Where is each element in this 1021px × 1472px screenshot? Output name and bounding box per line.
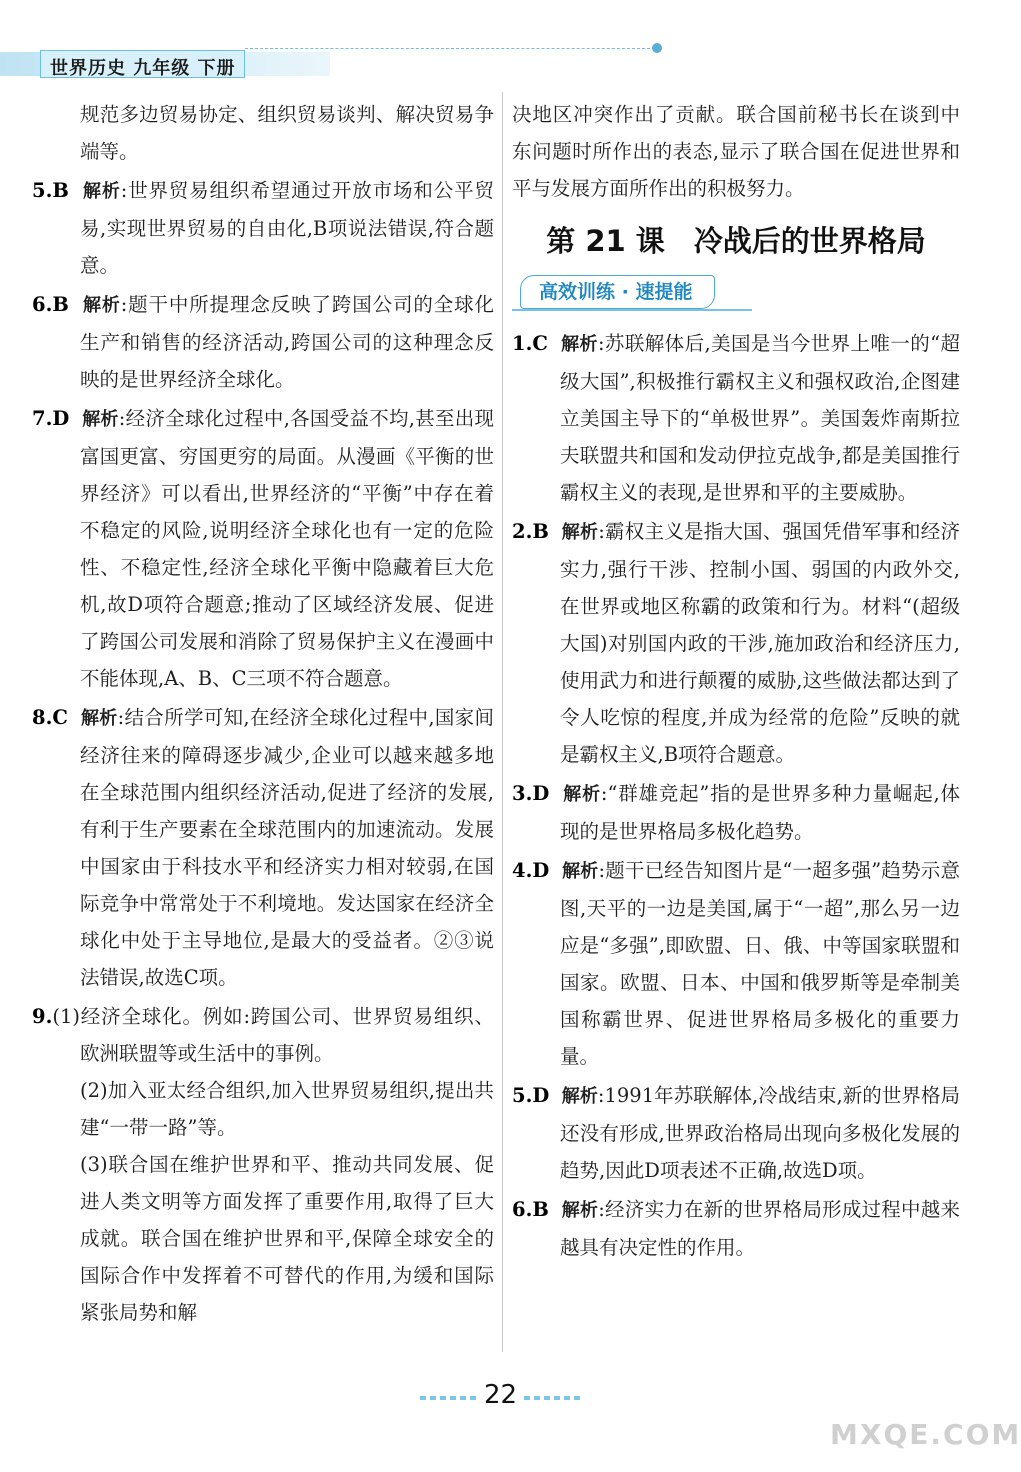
analysis-label: 解析 bbox=[82, 409, 119, 430]
answer-item-3 bbox=[512, 775, 960, 850]
answer-text: :题干中所提理念反映了跨国公司的全球化生产和销售的经济活动,跨国公司的这种理念反映的是世界经济全球化。 bbox=[80, 293, 494, 391]
answer-item-2 bbox=[512, 513, 960, 773]
answer-text: (1)经济全球化。例如:跨国公司、世界贸易组织、欧洲联盟等或生活中的事例。 bbox=[52, 1005, 494, 1065]
answer-text: :经济全球化过程中,各国受益不均,甚至出现富国更富、穷国更穷的局面。从漫画《平衡的世界经济》可以看出,世界经济的“平衡”中存在着不稳定的风险,说明经济全球化也有一定的危险性、不稳定性,经济全球化平衡中隐藏着巨大危机,故D项符合题意;推动了区域经济发展、促进了跨国公司发展和消除了贸易保护主义在漫画中不能体现,A、B、C三项不符合题意。 bbox=[80, 407, 495, 690]
answer-item-5 bbox=[512, 1077, 960, 1189]
answer-text: :霸权主义是指大国、强国凭借军事和经济实力,强行干涉、控制小国、弱国的内政外交,在世界或地区称霸的政策和行为。材料“(超级大国)对别国内政的干涉,施加政治和经济压力,使用武力和进行颠覆的威胁,这些做法都达到了令人吃惊的程度,并成为经常的危险”反映的就是霸权主义,B项符合题意。 bbox=[560, 520, 961, 766]
answer-number: 5.D bbox=[512, 1084, 550, 1107]
answer-item-6 bbox=[32, 286, 494, 398]
section-badge-rule bbox=[512, 309, 752, 311]
footer-decoration-right bbox=[524, 1396, 584, 1400]
answer-number: 2.B bbox=[512, 520, 549, 543]
answer-text: :1991年苏联解体,冷战结束,新的世界格局还没有形成,世界政治格局出现向多极化发展的趋势,因此D项表述不正确,故选D项。 bbox=[560, 1084, 961, 1182]
answer-number: 3.D bbox=[512, 782, 550, 805]
analysis-label: 解析 bbox=[82, 181, 121, 202]
answer-item-9-part-3: (3)联合国在维护世界和平、推动共同发展、促进人类文明等方面发挥了重要作用,取得了巨大成就。联合国在维护世界和平,保障全球安全的国际合作中发挥着不可替代的作用,为缓和国际紧张局势和解 bbox=[80, 1153, 494, 1324]
answer-continuation: 规范多边贸易协定、组织贸易谈判、解决贸易争端等。 bbox=[80, 103, 494, 163]
page-header bbox=[0, 40, 680, 80]
answer-number: 8.C bbox=[32, 706, 68, 729]
analysis-label: 解析 bbox=[563, 784, 601, 805]
answer-item-9-part-1 bbox=[32, 998, 494, 1072]
answer-number: 1.C bbox=[512, 332, 548, 355]
right-column bbox=[512, 96, 960, 1266]
answer-number: 7.D bbox=[32, 407, 70, 430]
header-title: 世界历史 九年级 下册 bbox=[50, 58, 236, 79]
header-dashed-line bbox=[245, 48, 655, 49]
answer-item-6 bbox=[512, 1191, 960, 1266]
column-divider bbox=[502, 92, 503, 1352]
analysis-label: 解析 bbox=[561, 1086, 598, 1107]
answer-text: :题干已经告知图片是“一超多强”趋势示意图,天平的一边是美国,属于“一超”,那么另一边应是“多强”,即欧盟、日、俄、中等国家联盟和国家。欧盟、日本、中国和俄罗斯等是牵制美国称霸世界、促进世界格局多极化的重要力量。 bbox=[560, 859, 960, 1068]
watermark-logo: MXQE.COM bbox=[830, 1418, 1021, 1451]
answer-item-1 bbox=[512, 325, 960, 511]
analysis-label: 解析 bbox=[561, 522, 599, 543]
answer-number: 6.B bbox=[32, 293, 69, 316]
analysis-label: 解析 bbox=[82, 295, 121, 316]
header-dot bbox=[652, 43, 662, 53]
answer-number: 9. bbox=[32, 1005, 53, 1028]
answer-item-4 bbox=[512, 852, 960, 1075]
footer-decoration-left bbox=[420, 1396, 480, 1400]
analysis-label: 解析 bbox=[562, 861, 599, 882]
analysis-label: 解析 bbox=[80, 708, 118, 729]
answer-text: :苏联解体后,美国是当今世界上唯一的“超级大国”,积极推行霸权主义和强权政治,企图建立美国主导下的“单极世界”。美国轰炸南斯拉夫联盟共和国和发动伊拉克战争,都是美国推行霸权主义的表现,是世界和平的主要威胁。 bbox=[560, 332, 960, 504]
answer-number: 4.D bbox=[512, 859, 550, 882]
answer-number: 5.B bbox=[32, 179, 69, 202]
answer-number: 6.B bbox=[512, 1198, 549, 1221]
section-badge bbox=[512, 271, 960, 319]
left-column bbox=[32, 96, 494, 1331]
section-badge-label: 高效训练 · 速提能 bbox=[520, 275, 715, 309]
page-footer bbox=[0, 1378, 1000, 1418]
answer-item-5 bbox=[32, 172, 494, 284]
answer-item-7 bbox=[32, 400, 494, 697]
lesson-title: 第 21 课 冷战后的世界格局 bbox=[546, 224, 926, 258]
analysis-label: 解析 bbox=[561, 1200, 599, 1221]
page-number: 22 bbox=[484, 1380, 518, 1410]
answer-continuation: 决地区冲突作出了贡献。联合国前秘书长在谈到中东问题时所作出的表态,显示了联合国在促进世界和平与发展方面所作出的积极努力。 bbox=[512, 103, 960, 200]
answer-text: :经济实力在新的世界格局形成过程中越来越具有决定性的作用。 bbox=[560, 1198, 961, 1259]
analysis-label: 解析 bbox=[561, 334, 598, 355]
answer-text: :世界贸易组织希望通过开放市场和公平贸易,实现世界贸易的自由化,B项说法错误,符合题意。 bbox=[80, 179, 494, 277]
answer-item-8 bbox=[32, 699, 494, 996]
answer-text: :“群雄竞起”指的是世界多种力量崛起,体现的是世界格局多极化趋势。 bbox=[560, 782, 960, 843]
answer-text: :结合所学可知,在经济全球化过程中,国家间经济往来的障碍逐步减少,企业可以越来越多地在全球范围内组织经济活动,促进了经济的发展,有利于生产要素在全球范围内的加速流动。发展中国家由于科技水平和经济实力相对较弱,在国际竞争中常常处于不利境地。发达国家在经济全球化中处于主导地位,是最大的受益者。②③说法错误,故选C项。 bbox=[80, 706, 495, 989]
answer-item-9-part-2: (2)加入亚太经合组织,加入世界贸易组织,提出共建“一带一路”等。 bbox=[80, 1079, 494, 1139]
